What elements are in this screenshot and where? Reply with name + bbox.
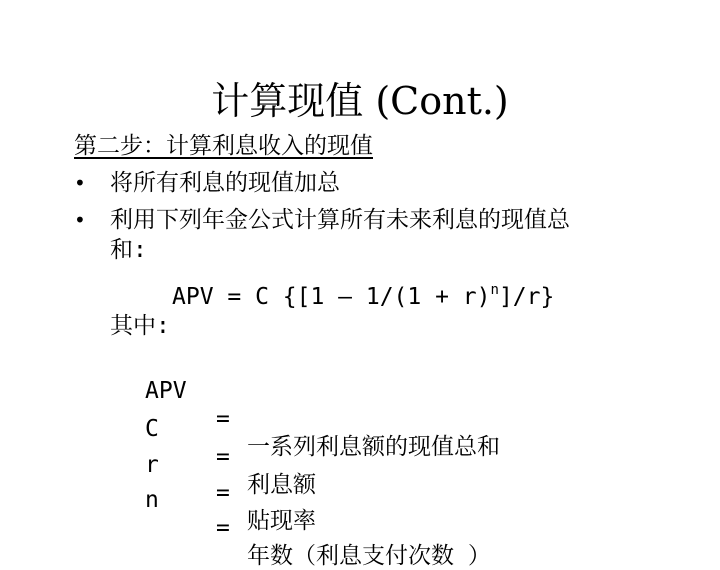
definition-symbol: n [145, 487, 159, 513]
definition-meaning: 贴现率 [247, 508, 316, 534]
annuity-formula [172, 276, 554, 311]
definition-row [0, 349, 720, 460]
formula-tail: ]/r} [498, 284, 555, 310]
definition-equals: = [216, 444, 230, 470]
slide-title: 计算现值 (Cont.) [211, 79, 509, 123]
formula-main: APV = C {[1 – 1/(1 + r) [172, 284, 491, 310]
definition-symbol: APV [145, 378, 187, 404]
bullet-marker: • [74, 171, 86, 195]
definition-equals: = [216, 406, 230, 432]
definition-symbol: C [145, 416, 159, 442]
bullet-item-2: 利用下列年金公式计算所有未来利息的现值总 [110, 207, 570, 233]
formula-exponent: n [490, 282, 499, 298]
definition-meaning: 一系列利息额的现值总和 [247, 434, 500, 460]
definition-meaning: 利息额 [247, 472, 316, 498]
definition-equals: = [216, 480, 230, 506]
bullet-marker: • [74, 208, 86, 232]
step-heading: 第二步：计算利息收入的现值 [74, 133, 373, 159]
definition-symbol: r [145, 452, 159, 478]
definition-meaning: 年数（利息支付次数 ） [247, 543, 491, 569]
where-label: 其中: [110, 313, 170, 339]
bullet-item-2-continuation: 和: [110, 237, 147, 263]
bullet-item-1: 将所有利息的现值加总 [110, 170, 340, 196]
definition-equals: = [216, 515, 230, 541]
